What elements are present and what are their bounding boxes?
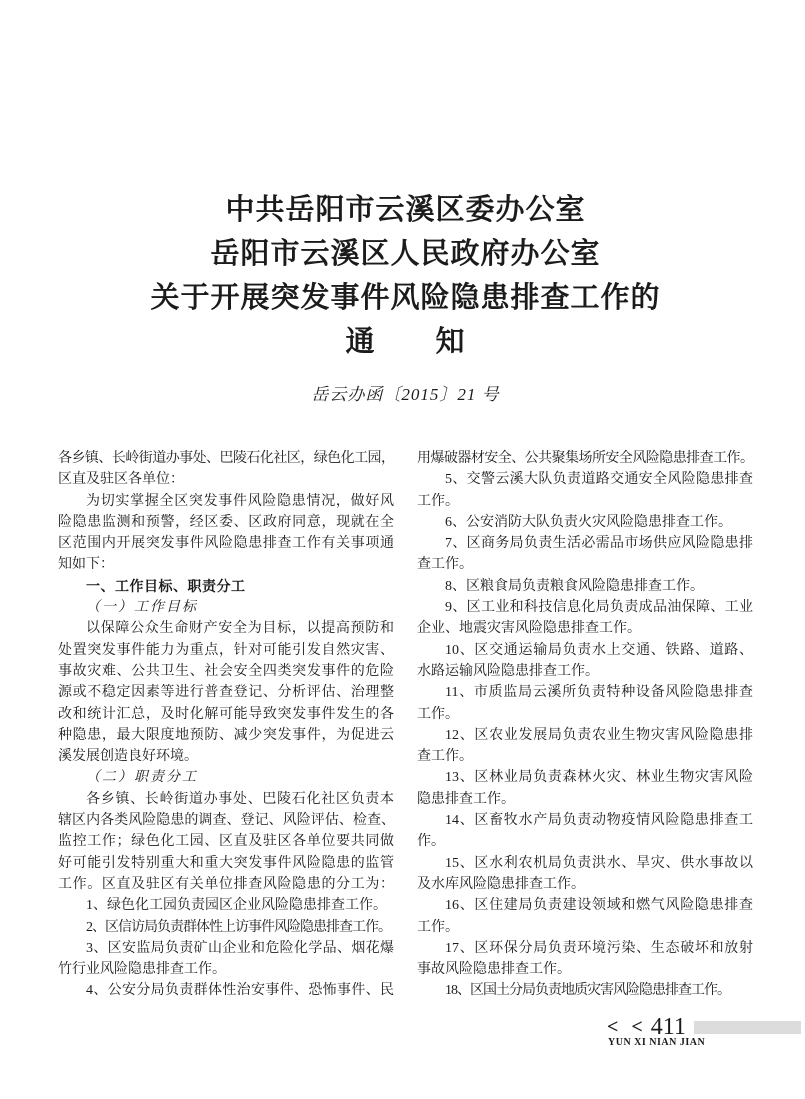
- text-line: 10、区交通运输局负责水上交通、铁路、道路、: [445, 642, 753, 658]
- text-line: 5、交警云溪大队负责道路交通安全风险隐患排查: [445, 472, 753, 488]
- text-line: 11、市质监局云溪所负责特种设备风险隐患排查: [445, 685, 753, 701]
- text-line: 区范围内开展突发事件风险隐患排查工作有关事项通: [58, 536, 394, 552]
- text-line: 14、区畜牧水产局负责动物疫情风险隐患排查工: [445, 813, 753, 829]
- text-line: 13、区林业局负责森林火灾、林业生物灾害风险: [445, 770, 753, 786]
- text-line: 辖区内各类风险隐患的调查、登记、风险评估、检查、: [58, 813, 394, 829]
- text-line: 一、工作目标、职责分工: [86, 577, 246, 594]
- text-line: 险隐患监测和预警，经区委、区政府同意，现就在全: [58, 514, 394, 530]
- document-title-line-3: 关于开展突发事件风险隐患排查工作的: [150, 282, 661, 314]
- text-line: 监控工作；绿色化工园、区直及驻区各单位要共同做: [58, 834, 394, 850]
- text-line: 查工作。: [417, 557, 473, 573]
- text-line: 竹行业风险隐患排查工作。: [58, 962, 226, 978]
- text-line: 工作。区直及驻区有关单位排查风险隐患的分工为：: [58, 876, 394, 892]
- text-line: 4、公安分局负责群体性治安事件、恐怖事件、民: [86, 983, 394, 999]
- text-line: 9、区工业和科技信息化局负责成品油保障、工业: [445, 600, 753, 616]
- text-line: 水路运输风险隐患排查工作。: [417, 663, 599, 679]
- document-title-line-1: 中共岳阳市云溪区委办公室: [225, 194, 586, 226]
- text-line: 事故风险隐患排查工作。: [417, 962, 571, 978]
- text-column-right: [417, 448, 753, 1002]
- text-line: 2、区信访局负责群体性上访事件风险隐患排查工作。: [86, 919, 391, 935]
- footer-bar: [694, 1021, 801, 1034]
- text-line: 工作。: [417, 706, 459, 722]
- text-line: 企业、地震灾害风险隐患排查工作。: [417, 621, 641, 637]
- document-title-line-4: 通 知: [345, 326, 466, 358]
- text-line: 好可能引发特别重大和重大突发事件风险隐患的监管: [58, 855, 394, 871]
- text-line: 以保障公众生命财产安全为目标，以提高预防和: [86, 621, 394, 637]
- text-line: 各乡镇、长岭街道办事处、巴陵石化社区负责本: [86, 791, 394, 807]
- text-line: 及水库风险隐患排查工作。: [417, 876, 585, 892]
- document-title-line-2: 岳阳市云溪区人民政府办公室: [210, 238, 601, 270]
- text-line: 15、区水利农机局负责洪水、旱灾、供水事故以: [445, 855, 753, 871]
- text-line: 17、区环保分局负责环境污染、生态破坏和放射: [445, 940, 753, 956]
- text-line: 1、绿色化工园负责园区企业风险隐患排查工作。: [86, 898, 387, 914]
- text-line: （一）工作目标: [86, 600, 198, 616]
- text-line: 源或不稳定因素等进行普查登记、分析评估、治理整: [58, 685, 394, 701]
- text-line: 18、区国土分局负责地质灾害风险隐患排查工作。: [445, 983, 730, 999]
- page-marker-arrows-icon: < <: [607, 1016, 647, 1038]
- text-line: 为切实掌握全区突发事件风险隐患情况，做好风: [86, 493, 394, 509]
- text-line: 6、公安消防大队负责火灾风险隐患排查工作。: [445, 514, 732, 530]
- text-line: 工作。: [417, 493, 459, 509]
- document-number: 岳云办函〔2015〕21 号: [311, 385, 500, 404]
- text-line: 种隐患，最大限度地预防、减少突发事件，为促进云: [58, 727, 394, 743]
- text-line: 8、区粮食局负责粮食风险隐患排查工作。: [445, 578, 704, 594]
- text-line: 查工作。: [417, 749, 473, 765]
- text-line: 3、区安监局负责矿山企业和危险化学品、烟花爆: [86, 940, 394, 956]
- text-line: 处置突发事件能力为重点，针对可能引发自然灾害、: [58, 642, 394, 658]
- text-line: 改和统计汇总，及时化解可能导致突发事件发生的各: [58, 706, 394, 722]
- text-line: 作。: [417, 834, 445, 850]
- text-line: 工作。: [417, 919, 459, 935]
- text-line: 隐患排查工作。: [417, 791, 515, 807]
- text-line: 16、区住建局负责建设领域和燃气风险隐患排查: [445, 898, 753, 914]
- document-header: [58, 188, 753, 405]
- page-number: 411: [650, 1014, 686, 1040]
- text-line: 区直及驻区各单位：: [58, 472, 184, 488]
- text-line: 溪发展创造良好环境。: [58, 749, 198, 765]
- text-line: 事故灾难、公共卫生、社会安全四类突发事件的危险: [58, 663, 394, 679]
- footer-caption: YUN XI NIAN JIAN: [608, 1037, 706, 1048]
- text-line: 知如下：: [58, 557, 114, 573]
- text-line: （二）职责分工: [86, 770, 198, 786]
- text-line: 7、区商务局负责生活必需品市场供应风险隐患排: [445, 536, 753, 552]
- text-column-left: [58, 448, 394, 1002]
- page-footer: [607, 1016, 801, 1038]
- text-line: 用爆破器材安全、公共聚集场所安全风险隐患排查工作。: [417, 451, 753, 466]
- document-body: [58, 448, 753, 1002]
- text-line: 12、区农业发展局负责农业生物灾害风险隐患排: [445, 727, 753, 743]
- text-line: 各乡镇、长岭街道办事处、巴陵石化社区，绿色化工园，: [58, 451, 394, 466]
